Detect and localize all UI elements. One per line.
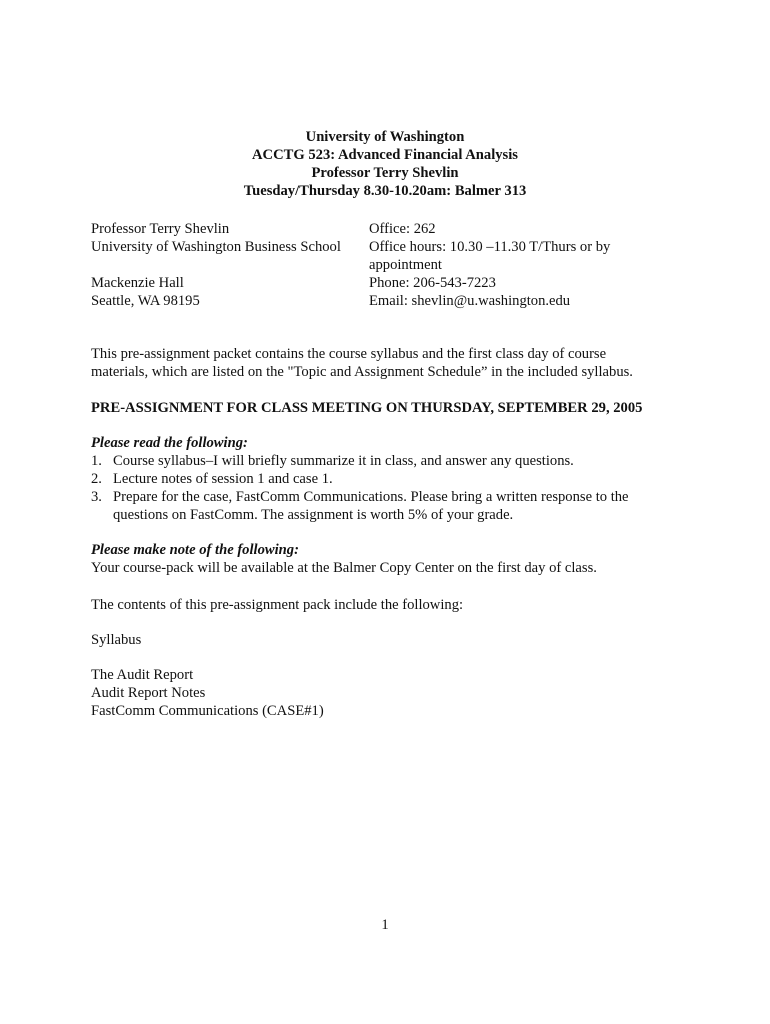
page-number: 1 <box>381 917 389 933</box>
note-heading: Please make note of the following: <box>91 542 299 558</box>
contents-intro: The contents of this pre-assignment pack include the following: <box>91 597 464 613</box>
contact-city: Seattle, WA 98195 <box>91 293 200 309</box>
read-heading: Please read the following: <box>91 435 248 451</box>
contents-syllabus: Syllabus <box>91 632 142 648</box>
contents-audit-report: The Audit Report <box>91 667 194 683</box>
note-text: Your course-pack will be available at the Balmer Copy Center on the first day of class. <box>91 560 597 576</box>
list-item: 1. Course syllabus–I will briefly summarize it in class, and answer any questions. <box>91 453 574 469</box>
course-title: ACCTG 523: Advanced Financial Analysis <box>252 147 518 163</box>
list-item: 3. Prepare for the case, FastComm Communications. Please bring a written response to the questions on FastComm. The assignment is worth 5% of your grade. <box>91 489 629 523</box>
reading-list <box>91 452 681 524</box>
intro-line-2: materials, which are listed on the "Topic and Assignment Schedule” in the included syllabus. <box>91 364 633 380</box>
contact-office: Office: 262 <box>369 221 436 237</box>
contact-name: Professor Terry Shevlin <box>91 221 230 237</box>
contact-hours-continued: appointment <box>369 257 442 273</box>
intro-paragraph <box>91 345 681 381</box>
intro-line-1: This pre-assignment packet contains the course syllabus and the first class day of course <box>91 346 607 362</box>
list-item: 2. Lecture notes of session 1 and case 1. <box>91 471 333 487</box>
contact-building: Mackenzie Hall <box>91 275 184 291</box>
contact-hours: Office hours: 10.30 –11.30 T/Thurs or by <box>369 239 611 255</box>
pre-assignment-title: PRE-ASSIGNMENT FOR CLASS MEETING ON THURSDAY, SEPTEMBER 29, 2005 <box>91 400 643 416</box>
contact-phone: Phone: 206-543-7223 <box>369 275 496 291</box>
contact-school: University of Washington Business School <box>91 239 341 255</box>
contact-left-column <box>91 220 361 310</box>
contact-right-column <box>369 220 669 310</box>
university-name: University of Washington <box>305 129 465 145</box>
professor-name: Professor Terry Shevlin <box>311 165 459 181</box>
contents-audit-notes: Audit Report Notes <box>91 685 206 701</box>
contents-case: FastComm Communications (CASE#1) <box>91 703 324 719</box>
document-header <box>0 128 770 200</box>
class-schedule: Tuesday/Thursday 8.30-10.20am: Balmer 313 <box>243 183 527 199</box>
contact-email[interactable]: Email: shevlin@u.washington.edu <box>369 293 571 309</box>
